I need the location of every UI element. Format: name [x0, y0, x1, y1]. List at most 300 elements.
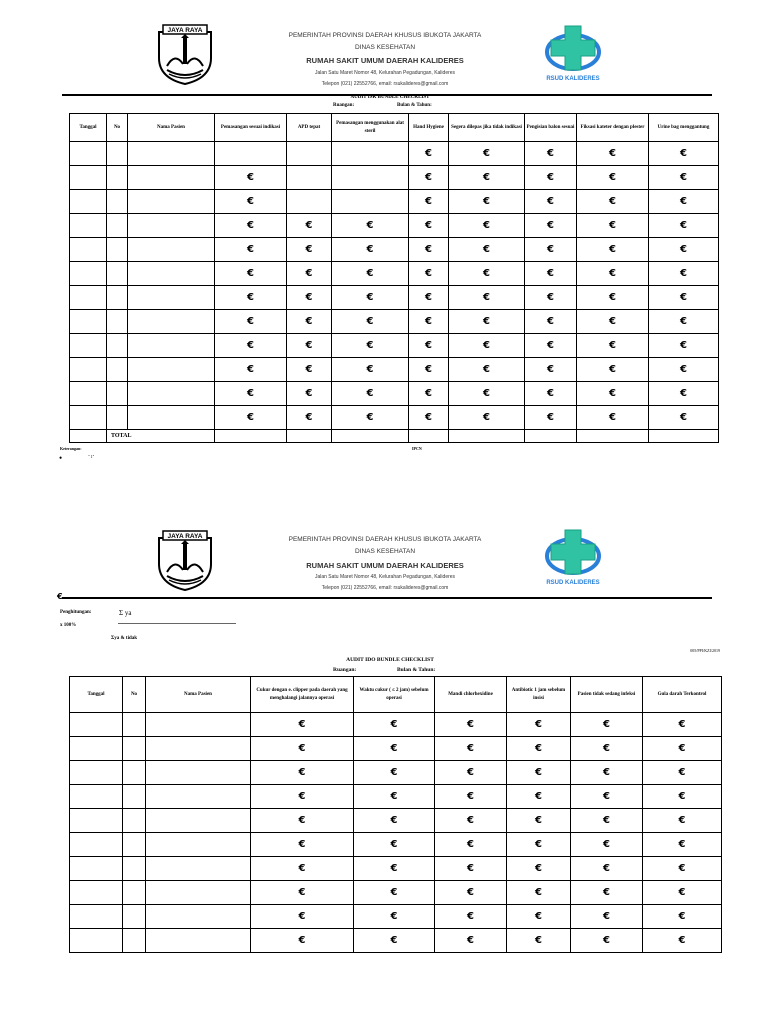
checkbox-cell[interactable]: € — [577, 142, 649, 166]
table-row — [70, 382, 719, 406]
checkbox-cell[interactable]: € — [332, 406, 409, 430]
checkbox-cell[interactable]: € — [649, 142, 719, 166]
checkbox-cell[interactable]: € — [525, 334, 577, 358]
column-header: Waktu cukur ( ≤ 2 jam) sebelum operasi — [354, 677, 435, 713]
entry-cell[interactable] — [70, 809, 123, 833]
header-1 — [0, 0, 768, 100]
checkbox-cell[interactable]: € — [507, 881, 571, 905]
empty-cell[interactable] — [332, 166, 409, 190]
checkbox-cell[interactable]: € — [287, 214, 332, 238]
header-line-2: DINAS KESEHATAN — [354, 44, 416, 51]
checkbox-cell[interactable]: € — [435, 785, 507, 809]
checkbox-cell[interactable]: € — [251, 713, 354, 737]
checkbox-cell[interactable]: € — [435, 929, 507, 953]
form2-title: AUDIT IDO BUNDLE CHECKLIST — [346, 657, 434, 663]
checkbox-cell[interactable]: € — [525, 262, 577, 286]
form1-footnote-text: " 1" — [88, 454, 95, 459]
checkbox-cell[interactable]: € — [251, 785, 354, 809]
checkbox-cell[interactable]: € — [649, 238, 719, 262]
total-cell — [449, 430, 525, 443]
entry-cell[interactable] — [107, 406, 128, 430]
checkbox-cell[interactable]: € — [409, 310, 449, 334]
entry-cell[interactable] — [123, 857, 146, 881]
column-header: Antibiotic 1 jam sebelum insisi — [507, 677, 571, 713]
checkbox-cell[interactable]: € — [643, 881, 722, 905]
checkbox-cell[interactable]: € — [409, 406, 449, 430]
checkbox-cell[interactable]: € — [354, 929, 435, 953]
entry-cell[interactable] — [70, 833, 123, 857]
empty-cell[interactable] — [332, 142, 409, 166]
entry-cell[interactable] — [70, 358, 107, 382]
checkbox-cell[interactable]: € — [332, 310, 409, 334]
header-line-3: RUMAH SAKIT UMUM DAERAH KALIDERES — [306, 56, 464, 65]
checkbox-cell[interactable]: € — [571, 713, 643, 737]
entry-cell[interactable] — [107, 358, 128, 382]
checkbox-cell[interactable]: € — [449, 406, 525, 430]
checkbox-cell[interactable]: € — [435, 833, 507, 857]
checkbox-cell[interactable]: € — [577, 286, 649, 310]
table-row — [70, 857, 722, 881]
table-row — [70, 286, 719, 310]
checkbox-cell[interactable]: € — [649, 382, 719, 406]
checkbox-cell[interactable]: € — [354, 713, 435, 737]
entry-cell[interactable] — [146, 929, 251, 953]
checkbox-cell[interactable]: € — [287, 310, 332, 334]
checkbox-cell[interactable]: € — [577, 166, 649, 190]
checkbox-cell[interactable]: € — [409, 262, 449, 286]
entry-cell[interactable] — [128, 358, 215, 382]
checkbox-cell[interactable]: € — [332, 214, 409, 238]
checkbox-cell[interactable]: € — [577, 262, 649, 286]
entry-cell[interactable] — [107, 310, 128, 334]
checkbox-cell[interactable]: € — [571, 809, 643, 833]
logo-text: RSUD KALIDERES — [546, 580, 600, 586]
checkbox-cell[interactable]: € — [643, 857, 722, 881]
column-header: Segera dilepas jika tidak indikasi — [449, 114, 525, 142]
crest-text: JAYA RAYA — [167, 533, 203, 540]
checkbox-cell[interactable]: € — [435, 881, 507, 905]
checkbox-cell[interactable]: € — [525, 190, 577, 214]
checkbox-cell[interactable]: € — [571, 737, 643, 761]
checkbox-cell[interactable]: € — [507, 785, 571, 809]
total-label: TOTAL — [107, 430, 215, 443]
checkbox-cell[interactable]: € — [251, 905, 354, 929]
entry-cell[interactable] — [70, 262, 107, 286]
table-row — [70, 833, 722, 857]
entry-cell[interactable] — [70, 142, 107, 166]
column-header: Gula darah Terkontrol — [643, 677, 722, 713]
checkbox-cell[interactable]: € — [449, 286, 525, 310]
checkbox-cell[interactable]: € — [215, 334, 287, 358]
column-header: Tanggal — [70, 114, 107, 142]
checkbox-cell[interactable]: € — [449, 214, 525, 238]
checkbox-cell[interactable]: € — [525, 382, 577, 406]
form2-bulan-label: Bulan & Tahun: — [397, 667, 436, 673]
checkbox-cell[interactable]: € — [251, 737, 354, 761]
checkbox-cell[interactable]: € — [643, 713, 722, 737]
entry-cell[interactable] — [146, 761, 251, 785]
entry-cell[interactable] — [123, 809, 146, 833]
checkbox-cell[interactable]: € — [332, 286, 409, 310]
column-header: Pemasangan menggunakan alat steril — [332, 114, 409, 142]
header-line-5: Telepon (021) 22552766, email: rsukalideres@gmail.com — [321, 81, 449, 87]
entry-cell[interactable] — [128, 166, 215, 190]
form2-penghitungan-label: Penghitungan: — [60, 610, 92, 615]
table-row — [70, 406, 719, 430]
entry-cell[interactable] — [146, 857, 251, 881]
checkbox-cell[interactable]: € — [215, 190, 287, 214]
checkbox-cell[interactable]: € — [215, 262, 287, 286]
entry-cell[interactable] — [123, 905, 146, 929]
header-2-rule — [62, 597, 712, 599]
entry-cell[interactable] — [128, 190, 215, 214]
checkbox-cell[interactable]: € — [577, 190, 649, 214]
checkbox-cell[interactable]: € — [251, 833, 354, 857]
checkbox-cell[interactable]: € — [287, 262, 332, 286]
checkbox-cell[interactable]: € — [215, 406, 287, 430]
header-line-5: Telepon (021) 22552766, email: rsukalideres@gmail.com — [321, 585, 449, 591]
entry-cell[interactable] — [70, 310, 107, 334]
checkbox-cell[interactable]: € — [409, 358, 449, 382]
jaya-raya-crest-icon — [155, 22, 215, 86]
checkbox-cell[interactable]: € — [649, 310, 719, 334]
table-row — [70, 334, 719, 358]
entry-cell[interactable] — [128, 238, 215, 262]
jaya-raya-crest-icon — [155, 528, 215, 592]
checkbox-cell[interactable]: € — [643, 785, 722, 809]
table-row — [70, 929, 722, 953]
entry-cell[interactable] — [128, 382, 215, 406]
checkbox-cell[interactable]: € — [409, 334, 449, 358]
form2-fraction-top: Σ ya — [119, 609, 132, 617]
entry-cell[interactable] — [107, 382, 128, 406]
empty-cell — [70, 430, 107, 443]
entry-cell[interactable] — [70, 713, 123, 737]
checkbox-cell[interactable]: € — [251, 857, 354, 881]
total-cell — [287, 430, 332, 443]
checkbox-cell[interactable]: € — [449, 262, 525, 286]
checkbox-cell[interactable]: € — [449, 334, 525, 358]
checkbox-cell[interactable]: € — [409, 286, 449, 310]
checkbox-cell[interactable]: € — [449, 358, 525, 382]
form1-title: AUDIT ISK BUNDLE CHECKLIST — [350, 95, 430, 100]
form1-ruangan-label: Ruangan: — [333, 103, 355, 108]
form2-fraction-line — [118, 623, 236, 624]
checkbox-cell[interactable]: € — [251, 809, 354, 833]
checkbox-cell[interactable]: € — [525, 310, 577, 334]
checkbox-cell[interactable]: € — [643, 737, 722, 761]
isk-checklist-table — [69, 113, 719, 443]
checkbox-cell[interactable]: € — [577, 334, 649, 358]
checkbox-cell[interactable]: € — [571, 905, 643, 929]
checkbox-cell[interactable]: € — [287, 238, 332, 262]
entry-cell[interactable] — [128, 310, 215, 334]
checkbox-cell[interactable]: € — [409, 382, 449, 406]
header-2 — [0, 500, 768, 600]
empty-cell[interactable] — [332, 190, 409, 214]
rsud-kalideres-logo-icon — [542, 22, 604, 84]
entry-cell[interactable] — [70, 406, 107, 430]
checkbox-cell[interactable]: € — [649, 190, 719, 214]
entry-cell[interactable] — [107, 190, 128, 214]
entry-cell[interactable] — [123, 929, 146, 953]
checkbox-cell[interactable]: € — [287, 334, 332, 358]
table-row — [70, 190, 719, 214]
checkbox-cell[interactable]: € — [409, 214, 449, 238]
checkbox-cell[interactable]: € — [332, 334, 409, 358]
checkbox-cell[interactable]: € — [215, 214, 287, 238]
entry-cell[interactable] — [70, 238, 107, 262]
entry-cell[interactable] — [70, 382, 107, 406]
table-row — [70, 905, 722, 929]
checkbox-cell[interactable]: € — [215, 358, 287, 382]
entry-cell[interactable] — [107, 262, 128, 286]
checkbox-cell[interactable]: € — [507, 833, 571, 857]
entry-cell[interactable] — [146, 809, 251, 833]
checkbox-cell[interactable]: € — [287, 286, 332, 310]
checkbox-cell[interactable]: € — [571, 881, 643, 905]
entry-cell[interactable] — [70, 785, 123, 809]
column-header: Pengisian balon sesuai — [525, 114, 577, 142]
table-row — [70, 142, 719, 166]
checkbox-cell[interactable]: € — [507, 737, 571, 761]
entry-cell[interactable] — [107, 166, 128, 190]
checkbox-cell[interactable]: € — [571, 833, 643, 857]
table-row — [70, 713, 722, 737]
entry-cell[interactable] — [146, 881, 251, 905]
table-row — [70, 166, 719, 190]
entry-cell[interactable] — [70, 214, 107, 238]
entry-cell[interactable] — [70, 857, 123, 881]
checkbox-cell[interactable]: € — [215, 166, 287, 190]
table-row — [70, 809, 722, 833]
column-header: Pasien tidak sedang infeksi — [571, 677, 643, 713]
checkbox-cell[interactable]: € — [215, 310, 287, 334]
column-header: Nama Pasien — [128, 114, 215, 142]
checkbox-cell[interactable]: € — [449, 238, 525, 262]
entry-cell[interactable] — [146, 785, 251, 809]
checkbox-cell[interactable]: € — [251, 929, 354, 953]
entry-cell[interactable] — [123, 761, 146, 785]
total-cell — [409, 430, 449, 443]
header-line-4: Jalan Satu Maret Nomor 48, Kelurahan Pegadungan, Kalideres — [314, 574, 456, 580]
entry-cell[interactable] — [123, 833, 146, 857]
entry-cell[interactable] — [107, 238, 128, 262]
checkbox-cell[interactable]: € — [525, 166, 577, 190]
checkbox-cell[interactable]: € — [571, 929, 643, 953]
checkbox-cell[interactable]: € — [287, 406, 332, 430]
entry-cell[interactable] — [107, 142, 128, 166]
checkbox-cell[interactable]: € — [435, 713, 507, 737]
checkbox-cell[interactable]: € — [449, 310, 525, 334]
checkbox-cell[interactable]: € — [449, 382, 525, 406]
form2-stray-glyph: € — [57, 592, 63, 601]
checkbox-cell[interactable]: € — [354, 737, 435, 761]
header-line-4: Jalan Satu Maret Nomor 48, Kelurahan Pegadungan, Kalideres — [314, 70, 456, 76]
entry-cell[interactable] — [107, 286, 128, 310]
checkbox-cell[interactable]: € — [649, 406, 719, 430]
checkbox-cell[interactable]: € — [215, 238, 287, 262]
checkbox-cell[interactable]: € — [332, 382, 409, 406]
table-row — [70, 358, 719, 382]
checkbox-cell[interactable]: € — [215, 382, 287, 406]
checkbox-cell[interactable]: € — [449, 190, 525, 214]
total-cell — [525, 430, 577, 443]
entry-cell[interactable] — [70, 737, 123, 761]
checkbox-cell[interactable]: € — [507, 809, 571, 833]
checkbox-cell[interactable]: € — [577, 382, 649, 406]
checkbox-cell[interactable]: € — [435, 857, 507, 881]
logo-text: RSUD KALIDERES — [546, 76, 600, 82]
entry-cell[interactable] — [123, 881, 146, 905]
entry-cell[interactable] — [128, 406, 215, 430]
checkbox-cell[interactable]: € — [571, 785, 643, 809]
entry-cell[interactable] — [146, 737, 251, 761]
column-header: Fiksasi kateter dengan plester — [577, 114, 649, 142]
header-line-1: PEMERINTAH PROVINSI DAERAH KHUSUS IBUKOTA JAKARTA — [288, 32, 482, 39]
checkbox-cell[interactable]: € — [649, 166, 719, 190]
crest-text: JAYA RAYA — [167, 27, 203, 34]
ido-checklist-table — [69, 676, 722, 953]
entry-cell[interactable] — [70, 881, 123, 905]
checkbox-cell[interactable]: € — [354, 785, 435, 809]
checkbox-cell[interactable]: € — [507, 713, 571, 737]
entry-cell[interactable] — [70, 905, 123, 929]
form1-keterangan-label: Keterangan: — [60, 446, 82, 451]
empty-cell[interactable] — [287, 166, 332, 190]
checkbox-cell[interactable]: € — [435, 809, 507, 833]
empty-cell[interactable] — [215, 142, 287, 166]
form2-code: 005/PPI/KZI/2019 — [690, 648, 720, 653]
header-line-3: RUMAH SAKIT UMUM DAERAH KALIDERES — [306, 561, 464, 570]
checkbox-cell[interactable]: € — [525, 238, 577, 262]
entry-cell[interactable] — [107, 334, 128, 358]
checkbox-cell[interactable]: € — [409, 190, 449, 214]
entry-cell[interactable] — [70, 334, 107, 358]
entry-cell[interactable] — [128, 286, 215, 310]
checkbox-cell[interactable]: € — [354, 833, 435, 857]
checkbox-cell[interactable]: € — [649, 214, 719, 238]
checkbox-cell[interactable]: € — [649, 286, 719, 310]
entry-cell[interactable] — [128, 262, 215, 286]
checkbox-cell[interactable]: € — [435, 761, 507, 785]
form2-fraction-bottom: Σya & tidak — [111, 636, 138, 641]
checkbox-cell[interactable]: € — [507, 905, 571, 929]
checkbox-cell[interactable]: € — [643, 833, 722, 857]
column-header: Nama Pasien — [146, 677, 251, 713]
checkbox-cell[interactable]: € — [354, 905, 435, 929]
entry-cell[interactable] — [123, 785, 146, 809]
column-header: APD tepat — [287, 114, 332, 142]
empty-cell[interactable] — [287, 190, 332, 214]
checkbox-cell[interactable]: € — [215, 286, 287, 310]
checkbox-cell[interactable]: € — [577, 214, 649, 238]
checkbox-cell[interactable]: € — [577, 358, 649, 382]
checkbox-cell[interactable]: € — [332, 358, 409, 382]
checkbox-cell[interactable]: € — [571, 857, 643, 881]
checkbox-cell[interactable]: € — [435, 737, 507, 761]
column-header: Urine bag menggantung — [649, 114, 719, 142]
column-header: Cukur dengan e. clipper pada daerah yang menghalangi jalannya operasi — [251, 677, 354, 713]
header-line-1: PEMERINTAH PROVINSI DAERAH KHUSUS IBUKOTA JAKARTA — [288, 536, 482, 543]
entry-cell[interactable] — [107, 214, 128, 238]
column-header: No — [123, 677, 146, 713]
entry-cell[interactable] — [128, 334, 215, 358]
entry-cell[interactable] — [70, 286, 107, 310]
checkbox-cell[interactable]: € — [577, 310, 649, 334]
checkbox-cell[interactable]: € — [507, 857, 571, 881]
checkbox-cell[interactable]: € — [287, 358, 332, 382]
table-row — [70, 214, 719, 238]
checkbox-cell[interactable]: € — [525, 358, 577, 382]
table-row — [70, 881, 722, 905]
entry-cell[interactable] — [123, 737, 146, 761]
checkbox-cell[interactable]: € — [507, 761, 571, 785]
entry-cell[interactable] — [146, 713, 251, 737]
total-cell — [332, 430, 409, 443]
checkbox-cell[interactable]: € — [435, 905, 507, 929]
checkbox-cell[interactable]: € — [643, 809, 722, 833]
checkbox-cell[interactable]: € — [409, 166, 449, 190]
total-cell — [649, 430, 719, 443]
checkbox-cell[interactable]: € — [643, 929, 722, 953]
checkbox-cell[interactable]: € — [354, 809, 435, 833]
checkbox-cell[interactable]: € — [525, 406, 577, 430]
checkbox-cell[interactable]: € — [649, 358, 719, 382]
checkbox-cell[interactable]: € — [525, 214, 577, 238]
entry-cell[interactable] — [70, 190, 107, 214]
checkbox-cell[interactable]: € — [571, 761, 643, 785]
checkbox-cell[interactable]: € — [354, 881, 435, 905]
checkbox-cell[interactable]: € — [507, 929, 571, 953]
checkbox-cell[interactable]: € — [525, 142, 577, 166]
checkbox-cell[interactable]: € — [449, 166, 525, 190]
checkbox-cell[interactable]: € — [251, 761, 354, 785]
checkbox-cell[interactable]: € — [409, 142, 449, 166]
checkbox-cell[interactable]: € — [649, 334, 719, 358]
entry-cell[interactable] — [128, 142, 215, 166]
checkbox-cell[interactable]: € — [449, 142, 525, 166]
checkbox-cell[interactable]: € — [332, 262, 409, 286]
checkbox-cell[interactable]: € — [354, 761, 435, 785]
entry-cell[interactable] — [146, 833, 251, 857]
checkbox-cell[interactable]: € — [577, 238, 649, 262]
empty-cell[interactable] — [287, 142, 332, 166]
form1-footnote-mark: • — [59, 453, 63, 463]
entry-cell[interactable] — [70, 166, 107, 190]
table-row — [70, 785, 722, 809]
checkbox-cell[interactable]: € — [409, 238, 449, 262]
checkbox-cell[interactable]: € — [643, 905, 722, 929]
checkbox-cell[interactable]: € — [643, 761, 722, 785]
column-header: Mandi chlorhexidine — [435, 677, 507, 713]
checkbox-cell[interactable]: € — [251, 881, 354, 905]
table-row — [70, 761, 722, 785]
entry-cell[interactable] — [70, 929, 123, 953]
entry-cell[interactable] — [146, 905, 251, 929]
checkbox-cell[interactable]: € — [577, 406, 649, 430]
checkbox-cell[interactable]: € — [649, 262, 719, 286]
checkbox-cell[interactable]: € — [354, 857, 435, 881]
checkbox-cell[interactable]: € — [332, 238, 409, 262]
table-row — [70, 310, 719, 334]
checkbox-cell[interactable]: € — [287, 382, 332, 406]
checkbox-cell[interactable]: € — [525, 286, 577, 310]
table-row — [70, 238, 719, 262]
entry-cell[interactable] — [123, 713, 146, 737]
entry-cell[interactable] — [128, 214, 215, 238]
entry-cell[interactable] — [70, 761, 123, 785]
